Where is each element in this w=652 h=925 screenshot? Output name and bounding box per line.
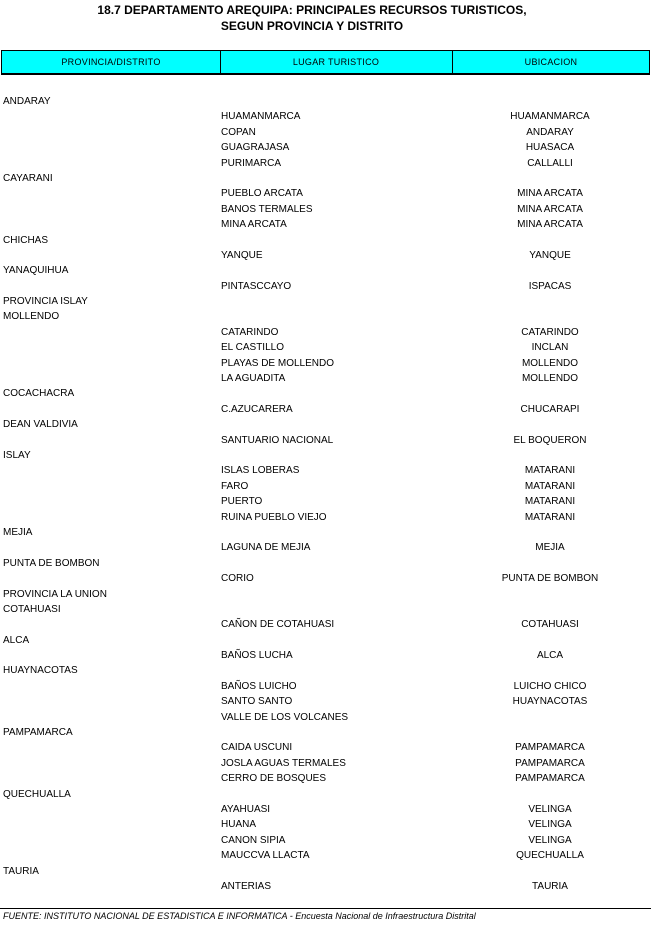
- cell-ubicacion: PAMPAMARCA: [515, 742, 585, 754]
- cell-lugar: MINA ARCATA: [221, 219, 287, 231]
- table-row: [0, 402, 652, 417]
- cell-lugar: PUERTO: [221, 496, 263, 508]
- cell-provincia: DEAN VALDIVIA: [3, 419, 78, 431]
- table-row: [0, 371, 652, 386]
- table-row: [0, 648, 652, 663]
- cell-ubicacion: VELINGA: [528, 819, 572, 831]
- cell-ubicacion: CALLALLI: [527, 157, 573, 169]
- cell-ubicacion: MATARANI: [524, 511, 576, 523]
- cell-ubicacion: HUASACA: [525, 142, 575, 154]
- table-row: [0, 756, 652, 771]
- cell-provincia: MEJIA: [3, 526, 33, 538]
- table-row: [0, 263, 652, 278]
- cell-ubicacion: MATARANI: [524, 465, 576, 477]
- cell-lugar: C.AZUCARERA: [221, 403, 293, 415]
- table-row: [0, 325, 652, 340]
- cell-lugar: PUEBLO ARCATA: [221, 188, 303, 200]
- cell-lugar: LA AGUADITA: [221, 373, 286, 385]
- cell-lugar: LAGUNA DE MEJIA: [221, 542, 311, 554]
- cell-ubicacion: QUECHUALLA: [516, 850, 584, 862]
- table-row: [0, 587, 652, 602]
- cell-provincia: COCACHACRA: [3, 388, 75, 400]
- cell-lugar: VALLE DE LOS VOLCANES: [221, 711, 349, 723]
- table-row: [0, 417, 652, 432]
- column-header-provincia: PROVINCIA/DISTRITO: [2, 51, 221, 74]
- cell-lugar: CORIO: [221, 573, 254, 585]
- table-row: [0, 710, 652, 725]
- cell-ubicacion: MINA ARCATA: [517, 219, 583, 231]
- table-row: [0, 694, 652, 709]
- table-row: [0, 463, 652, 478]
- cell-provincia: COTAHUASI: [3, 603, 61, 615]
- table-row: [0, 663, 652, 678]
- table-row: [0, 171, 652, 186]
- cell-ubicacion: MOLLENDO: [521, 357, 579, 369]
- table-row: [0, 448, 652, 463]
- cell-lugar: BAÑOS LUCHA: [221, 650, 293, 662]
- cell-lugar: RUINA PUEBLO VIEJO: [221, 511, 327, 523]
- cell-ubicacion: INCLAN: [531, 342, 569, 354]
- cell-provincia: ALCA: [3, 634, 30, 646]
- table-header: [1, 50, 650, 75]
- cell-lugar: PLAYAS DE MOLLENDO: [221, 357, 334, 369]
- table-row: [0, 879, 652, 894]
- cell-lugar: MAUCCVA LLACTA: [221, 850, 310, 862]
- table-row: [0, 817, 652, 832]
- table-body: [0, 94, 652, 894]
- cell-lugar: SANTO SANTO: [221, 696, 293, 708]
- table-row: [0, 340, 652, 355]
- cell-ubicacion: MOLLENDO: [521, 373, 579, 385]
- cell-lugar: CATARINDO: [221, 326, 279, 338]
- cell-provincia: PUNTA DE BOMBON: [3, 557, 100, 569]
- cell-ubicacion: PAMPAMARCA: [515, 757, 585, 769]
- cell-lugar: ISLAS LOBERAS: [221, 465, 300, 477]
- page-title: [0, 3, 652, 34]
- table-row: [0, 833, 652, 848]
- cell-ubicacion: MATARANI: [524, 480, 576, 492]
- cell-lugar: CERRO DE BOSQUES: [221, 773, 327, 785]
- table-row: [0, 617, 652, 632]
- cell-provincia: CHICHAS: [3, 234, 49, 246]
- table-row: [0, 279, 652, 294]
- cell-ubicacion: MATARANI: [524, 496, 576, 508]
- table-row: [0, 386, 652, 401]
- cell-lugar: PURIMARCA: [221, 157, 282, 169]
- cell-lugar: COPAN: [221, 126, 256, 138]
- cell-ubicacion: LUICHO CHICO: [513, 680, 587, 692]
- table-row: [0, 248, 652, 263]
- table-row: [0, 740, 652, 755]
- cell-lugar: BANOS TERMALES: [221, 203, 313, 215]
- table-row: [0, 864, 652, 879]
- table-row: [0, 571, 652, 586]
- cell-ubicacion: PUNTA DE BOMBON: [501, 573, 599, 585]
- table-row: [0, 140, 652, 155]
- table-row: [0, 433, 652, 448]
- cell-provincia: PROVINCIA ISLAY: [3, 296, 88, 308]
- cell-provincia: QUECHUALLA: [3, 788, 71, 800]
- cell-ubicacion: CATARINDO: [521, 326, 579, 338]
- table-row: [0, 186, 652, 201]
- cell-ubicacion: ALCA: [536, 650, 564, 662]
- title-line-2: SEGUN PROVINCIA Y DISTRITO: [220, 18, 404, 33]
- cell-ubicacion: VELINGA: [528, 803, 572, 815]
- footer-divider: [0, 908, 651, 909]
- cell-provincia: HUAYNACOTAS: [3, 665, 78, 677]
- cell-ubicacion: MINA ARCATA: [517, 188, 583, 200]
- column-header-ubicacion: UBICACION: [524, 57, 578, 67]
- cell-ubicacion: VELINGA: [528, 834, 572, 846]
- cell-lugar: FARO: [221, 480, 249, 492]
- source-note: FUENTE: INSTITUTO NACIONAL DE ESTADISTICA E INFORMATICA - Encuesta Nacional de Infraestructura Distrital: [3, 911, 476, 921]
- cell-ubicacion: EL BOQUERON: [513, 434, 587, 446]
- cell-lugar: GUAGRAJASA: [221, 142, 290, 154]
- title-line-1: 18.7 DEPARTAMENTO AREQUIPA: PRINCIPALES RECURSOS TURISTICOS,: [97, 3, 527, 17]
- cell-ubicacion: ISPACAS: [528, 280, 572, 292]
- cell-ubicacion: ANDARAY: [526, 126, 574, 138]
- cell-provincia: TAURIA: [3, 865, 39, 877]
- table-row: [0, 771, 652, 786]
- table-row: [0, 109, 652, 124]
- cell-lugar: ANTERIAS: [221, 880, 272, 892]
- table-row: [0, 540, 652, 555]
- cell-lugar: CAIDA USCUNI: [221, 742, 293, 754]
- cell-provincia: ANDARAY: [3, 96, 51, 107]
- table-row: [0, 633, 652, 648]
- table-row: [0, 725, 652, 740]
- table-row: [0, 802, 652, 817]
- table-row: [0, 202, 652, 217]
- table-row: [0, 679, 652, 694]
- cell-lugar: HUANA: [221, 819, 257, 831]
- table-row: [0, 156, 652, 171]
- table-row: [0, 510, 652, 525]
- cell-provincia: ISLAY: [3, 449, 31, 461]
- cell-ubicacion: MEJIA: [535, 542, 565, 554]
- table-row: [0, 787, 652, 802]
- cell-ubicacion: COTAHUASI: [521, 619, 579, 631]
- cell-lugar: CAÑON DE COTAHUASI: [221, 619, 335, 631]
- cell-lugar: BAÑOS LUICHO: [221, 680, 297, 692]
- table-row: [0, 217, 652, 232]
- cell-lugar: JOSLA AGUAS TERMALES: [221, 757, 346, 769]
- cell-lugar: PINTASCCAYO: [221, 280, 292, 292]
- column-header-lugar: LUGAR TURISTICO: [220, 51, 453, 74]
- table-row: [0, 848, 652, 863]
- cell-lugar: HUAMANMARCA: [221, 111, 301, 123]
- cell-ubicacion: MINA ARCATA: [517, 203, 583, 215]
- cell-ubicacion: HUAYNACOTAS: [512, 696, 588, 708]
- table-row: [0, 479, 652, 494]
- table-row: [0, 556, 652, 571]
- table-row: [0, 525, 652, 540]
- cell-lugar: AYAHUASI: [221, 803, 271, 815]
- cell-provincia: CAYARANI: [3, 172, 53, 184]
- cell-lugar: CANON SIPIA: [221, 834, 286, 846]
- table-row: [0, 356, 652, 371]
- cell-provincia: PAMPAMARCA: [3, 727, 73, 739]
- table-row: [0, 294, 652, 309]
- table-row: [0, 602, 652, 617]
- table-row: [0, 309, 652, 324]
- cell-ubicacion: TAURIA: [532, 880, 568, 892]
- table-row: [0, 233, 652, 248]
- cell-ubicacion: HUAMANMARCA: [510, 111, 590, 123]
- cell-provincia: YANAQUIHUA: [3, 265, 69, 277]
- cell-ubicacion: YANQUE: [529, 249, 571, 261]
- table-row: [0, 94, 652, 109]
- cell-ubicacion: PAMPAMARCA: [515, 773, 585, 785]
- cell-lugar: EL CASTILLO: [221, 342, 284, 354]
- table-row: [0, 125, 652, 140]
- cell-lugar: YANQUE: [221, 249, 263, 261]
- cell-provincia: MOLLENDO: [3, 311, 60, 323]
- cell-provincia: PROVINCIA LA UNION: [3, 588, 107, 600]
- cell-ubicacion: CHUCARAPI: [520, 403, 580, 415]
- table-row: [0, 494, 652, 509]
- cell-lugar: SANTUARIO NACIONAL: [221, 434, 334, 446]
